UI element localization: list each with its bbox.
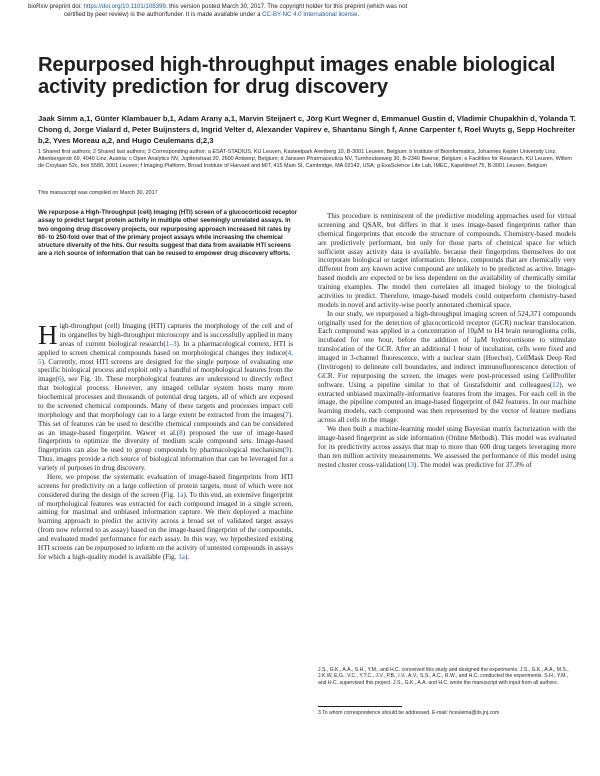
body-paragraph-4: [318, 310, 576, 425]
drop-cap: H: [38, 320, 58, 350]
citation-link[interactable]: 1–3: [165, 339, 177, 348]
text-run: We then built a machine-learning model using Bayesian matrix factorization with the image-based fingerprint as side information (Online Methods). This model was evaluated for its predictivity across assays that map to more than 600 drug targets leveraging more than ten million activity measurements. We assessed the performance of this model using nested cluster cross-validation(: [318, 425, 576, 469]
preprint-line-1-text: . this version posted March 30, 2017. The copyright holder for this preprint (which was not: [165, 3, 408, 10]
text-run: ). In a pharmacological context, HTI is applied to screen chemical compounds based on morphological changes they induce(: [38, 339, 293, 357]
citation-link[interactable]: 6: [57, 375, 62, 384]
figure-link[interactable]: 1a: [178, 552, 185, 561]
text-run: Here, we propose the systematic evaluation of image-based fingerprints from HTI screens for predictivity on a large collection of protein targets, most of which were not considered during the design of the screen (Fig.: [38, 472, 293, 499]
text-run: In our study, we repurposed a high-throughput imaging screen of 524,371 compounds originally used for the detection of glucocorticoid receptor (GCR) nuclear translocation. Each compound was applied in a concentration of 10μM to H4 brain neuroglioma cells, incubated for one hour, before the addition of 1μM hydrocortisone to stimulate translocation of the GCR. After an additional 1 hour of incubation, cells were fixed and imaged in 3-channel fluorescence, with a nuclear stain (Hoechst), CellMask Deep Red (Invitrogen) to delineate cell boundaries, and indirect immunofluorescence detection of GCR. For repurposing the screen, the images were post-processed using CellProfiler software. Using a pipeline similar to that of Gustafsdottir and colleagues(: [318, 309, 576, 389]
doi-link[interactable]: https://doi.org/10.1101/108399: [83, 3, 166, 10]
preprint-doi-label: bioRxiv preprint doi:: [28, 3, 84, 10]
abstract: We repurpose a High-Throughput (cell) Imaging (HTI) screen of a glucocorticoid receptor assay to predict target protein activity in multiple other seemingly unrelated assays. In two ongoing drug discovery projects, our repurposing approach increased hit rates by 60- to 250-fold over that of the primary project assays while increasing the chemical structure diversity of the hits. Our results suggest that data from available HTI screens are a rich source of information that can be reused to empower drug discovery efforts.: [38, 209, 298, 258]
preprint-line-1: [28, 3, 576, 11]
body-paragraph-3: This procedure is reminiscent of the predictive modeling approaches used for virtual screening and QSAR, but differs in that it uses image-based fingerprints rather than chemical fingerprints that encode the structure of compounds. Chemistry-based models are predictively performant, but only for those parts of chemical space for which sufficient assay activity data is available, because their fingerprints themselves do not incorporate biological or target information. Hence, compounds that are chemically very different from any known active compound are unlikely to be predicted as active. Image-based models are expected to be less dependent on the availability of chemically similar training examples. The model then correlates all imaged biology to the biological activities to predict. Therefore, image-based models could outperform chemistry-based models in novel and activity-wise poorly annotated chemical space.: [318, 212, 576, 309]
footnote-divider: [318, 706, 402, 707]
right-column: [318, 212, 576, 469]
text-run: ). To this end, an extensive fingerprint of morphological features was extracted for each compound imaged in a single screen, aiming for maximal and unbiased information capture. We then deployed a machine learning approach to predict the activity across a broad set of validated target assays (from now referred to as assay) based on the image-based fingerprint of the compounds, and evaluated model performance for each assay. In this way, we hypothesized existing HTI screens can be repurposed to inform on the activity of untested compounds in assays for which a high-quality model is available (Fig.: [38, 490, 294, 561]
intro-paragraph-1: [38, 322, 293, 473]
citation-link[interactable]: 9: [285, 446, 289, 455]
preprint-license-label: certified by peer review) is the author/funder. It is made available under a: [64, 10, 263, 18]
correspondence-footnote: 3 To whom correspondence should be addressed. E-mail: hceulema@its.jnj.com: [318, 710, 500, 716]
paper-title: Repurposed high-throughput images enable biological activity prediction for drug discovery: [38, 54, 556, 98]
citation-link[interactable]: 12: [552, 380, 560, 389]
citation-link[interactable]: 8: [179, 428, 183, 437]
left-column: [38, 322, 293, 562]
text-run: igh-throughput (cell) Imaging (HTI) captures the morphology of the cell and of its organelles by high-throughput microscopy and is successfully applied in many areas of current biological research(: [59, 322, 293, 348]
text-run: ).: [184, 552, 190, 561]
author-list: Jaak Simm a,1, Günter Klambauer b,1, Adam Arany a,1, Marvin Steijaert c, Jörg Kurt Wegner d, Emmanuel Gustin d, Vladimir Chupakhin d, Yolanda T. Chong d, Jorge Vialard d, Peter Buijnsters d, Ingrid Velter d, Alexander Vapirev e, Shantanu Singh f, Anne Carpenter f, Roel Wuyts g, Sepp Hochreiter b,2, Yves Moreau a,2, and Hugo Ceulemans d,2,3: [38, 114, 576, 145]
preprint-notice: [28, 3, 576, 18]
affiliations: 1 Shared first authors; 2 Shared last authors; 3 Corresponding author; a ESAT-STADIUS, KU Leuven, Kasteelpark Arenberg 10, B-3001 Leuven, Belgium; b Institute of Bioinformatics, Johannes Kepler University Linz, Altenbergerstr 69, 4040 Linz, Austria; c Open Analytics NV, Jupiterstraat 20, 2600 Antwerp, Belgium; d Janssen Pharmaceutica NV, Turnhoutseweg 30, B-2340 Beerse, Belgium; e Facilities for Research, KU Leuven, Willem de Croylaan 52c, box 5580, 3001 Leuven; f Imaging Platform, Broad Institute of Harvard and MIT, 415 Main St, Cambridge, MA 02142, USA; g ExaScience Life Lab, IMEC, Kapeldreef 75, B-3001 Leuven, Belgium: [38, 149, 572, 169]
text-run: ). This set of features can be used to describe chemical compounds and can be considered as an image-based fingerprint. Wawer et al.(: [38, 410, 293, 437]
body-paragraph-5: [318, 425, 576, 469]
text-run: ). Thus, images provide a rich source of biological information that can be leveraged for a variety of purposes in drug discovery.: [38, 446, 293, 472]
license-link[interactable]: CC-BY-NC 4.0 International license: [262, 10, 358, 18]
text-run: ), see Fig. 1b. These morphological features are understood to directly reflect that biological process. However, any imaged cellular system hosts many more biochemical processes and thousands of potential drug targets, all of which are exposed to the screened chemical compounds. Many of these targets and processes impact cell morphology and that morphology can to a large extent be extracted from the images(: [38, 375, 293, 419]
text-run: ). The model was predictive for 37.3% of: [413, 460, 532, 469]
preprint-line-2: [28, 11, 576, 19]
citation-link[interactable]: 7: [285, 410, 289, 419]
text-run: ) proposed the use of image-based fingerprints to optimize the diversity of medium scale compound sets. Image-based fingerprints can also be used to group compounds by pharmacological mechanism(: [38, 428, 293, 455]
figure-link[interactable]: 1a: [176, 490, 184, 499]
citation-link[interactable]: 13: [406, 460, 414, 469]
preprint-line-2-end: .: [357, 10, 360, 18]
citation-link[interactable]: 4, 5: [38, 348, 293, 366]
text-run: ), we extracted unbiased maximally-informative features from the images. For each cell in the image, the pipeline computed an image-based fingerprint of 842 features. In our machine learning models, each compound was then represented by the vector of feature medians across all cells in the image.: [318, 380, 576, 425]
compiled-date: This manuscript was compiled on March 30, 2017: [38, 190, 158, 196]
text-run: ). Currently, most HTI screens are designed for the single purpose of evaluating one specific biological process and exploit only a handful of morphological features from the image(: [38, 357, 293, 384]
author-contributions: J.S., G.K., A.A., S.H., Y.M., and H.C. conceived this study and designed the experiments. J.S., G.K., A.A., M.S., J.K.W, E.G., V.C., Y.T.C., J.V., P.B., I.V., A.V., S.S., A.C., R.W., and H.C. conducted the experiments. S.H., Y.M., and H.C. supervised this project. J.S., G.K., A.A. and H.C. wrote the manuscript with input from all authors.: [318, 667, 569, 686]
intro-paragraph-2: [38, 473, 293, 562]
